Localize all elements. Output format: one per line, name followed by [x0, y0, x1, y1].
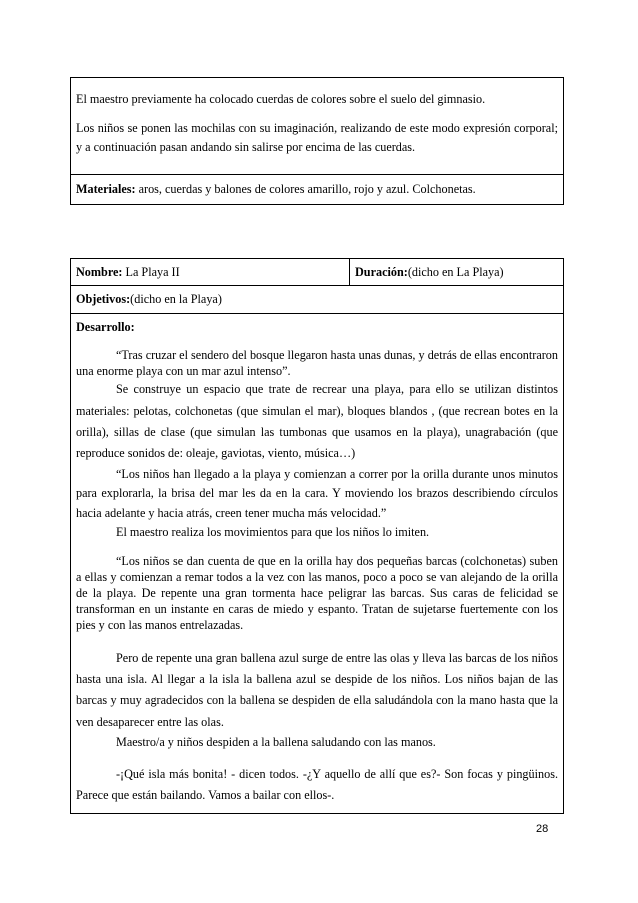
activity-table-1	[70, 77, 564, 205]
name-duration-row	[71, 259, 563, 286]
page-number: 28	[536, 823, 549, 835]
development-paragraph: “Los niños se dan cuenta de que en la orilla hay dos pequeñas barcas (colchonetas) suben a ellas y comienzan a remar todos a la vez con las manos, poco a poco se van alejando de la orilla de la playa. De repente una gran tormenta hace peligrar las barcas. Sus caras de felicidad se transforman en un instante en caras de miedo y espanto. Tratan de sujetarse fuertemente con los pies y con las manos entrelazadas.	[76, 554, 558, 632]
development-paragraph: -¡Qué isla más bonita! - dicen todos. -¿Y aquello de allí que es?- Son focas y pingüinos. Parece que están bailando. Vamos a bailar con ellos-.	[76, 766, 558, 803]
description-cell	[71, 78, 563, 175]
description-paragraph-1: El maestro previamente ha colocado cuerdas de colores sobre el suelo del gimnasio.	[76, 92, 486, 106]
materials-cell	[71, 175, 563, 204]
name-value: La Playa II	[122, 265, 180, 279]
duration-value: (dicho en La Playa)	[407, 265, 504, 279]
development-paragraph: “Tras cruzar el sendero del bosque llegaron hasta unas dunas, y detrás de ellas encontraron una enorme playa con un mar azul intenso”.	[76, 347, 558, 378]
development-label: Desarrollo:	[76, 319, 135, 334]
objectives-label: Objetivos:	[76, 292, 131, 307]
objectives-value: (dicho en la Playa)	[130, 292, 222, 307]
development-paragraph: Maestro/a y niños despiden a la ballena saludando con las manos.	[116, 734, 436, 749]
description-paragraph-2: Los niños se ponen las mochilas con su imaginación, realizando de este modo expresión corporal; y a continuación pasan andando sin salirse por encima de las cuerdas.	[76, 120, 558, 154]
objectives-cell	[71, 286, 563, 313]
name-label: Nombre:	[76, 265, 123, 279]
development-paragraph: El maestro realiza los movimientos para que los niños lo imiten.	[116, 525, 430, 540]
activity-table-2	[70, 258, 564, 814]
development-cell	[71, 314, 563, 813]
development-paragraph: Se construye un espacio que trate de recrear una playa, para ello se utilizan distintos materiales: pelotas, colchonetas (que simulan el mar), bloques blandos , (que recrean botes en la orilla), sillas de clase (que simulan las tumbonas que usamos en la playa), unagrabación (que reproduce sonidos de: oleaje, gaviotas, viento, música…)	[76, 382, 558, 461]
duration-label: Duración:	[355, 265, 408, 279]
name-cell	[71, 259, 350, 285]
materials-label: Materiales:	[76, 182, 136, 196]
development-paragraph: Pero de repente una gran ballena azul surge de entre las olas y lleva las barcas de los niños hasta una isla. Al llegar a la isla la ballena azul se despide de los niños. Los niños bajan de las barcas y muy agradecidos con la ballena se despiden de ella saludándola con la mano hasta que la ven desaparecer entre las olas.	[76, 650, 558, 729]
development-paragraph: “Los niños han llegado a la playa y comienzan a correr por la orilla durante unos minutos para explorarla, la brisa del mar les da en la cara. Y moviendo los brazos describiendo círculos hacia adelante y hacia atrás, creen tener mucha más velocidad.”	[76, 466, 558, 520]
duration-cell	[350, 259, 563, 285]
materials-text: aros, cuerdas y balones de colores amarillo, rojo y azul. Colchonetas.	[135, 182, 476, 196]
